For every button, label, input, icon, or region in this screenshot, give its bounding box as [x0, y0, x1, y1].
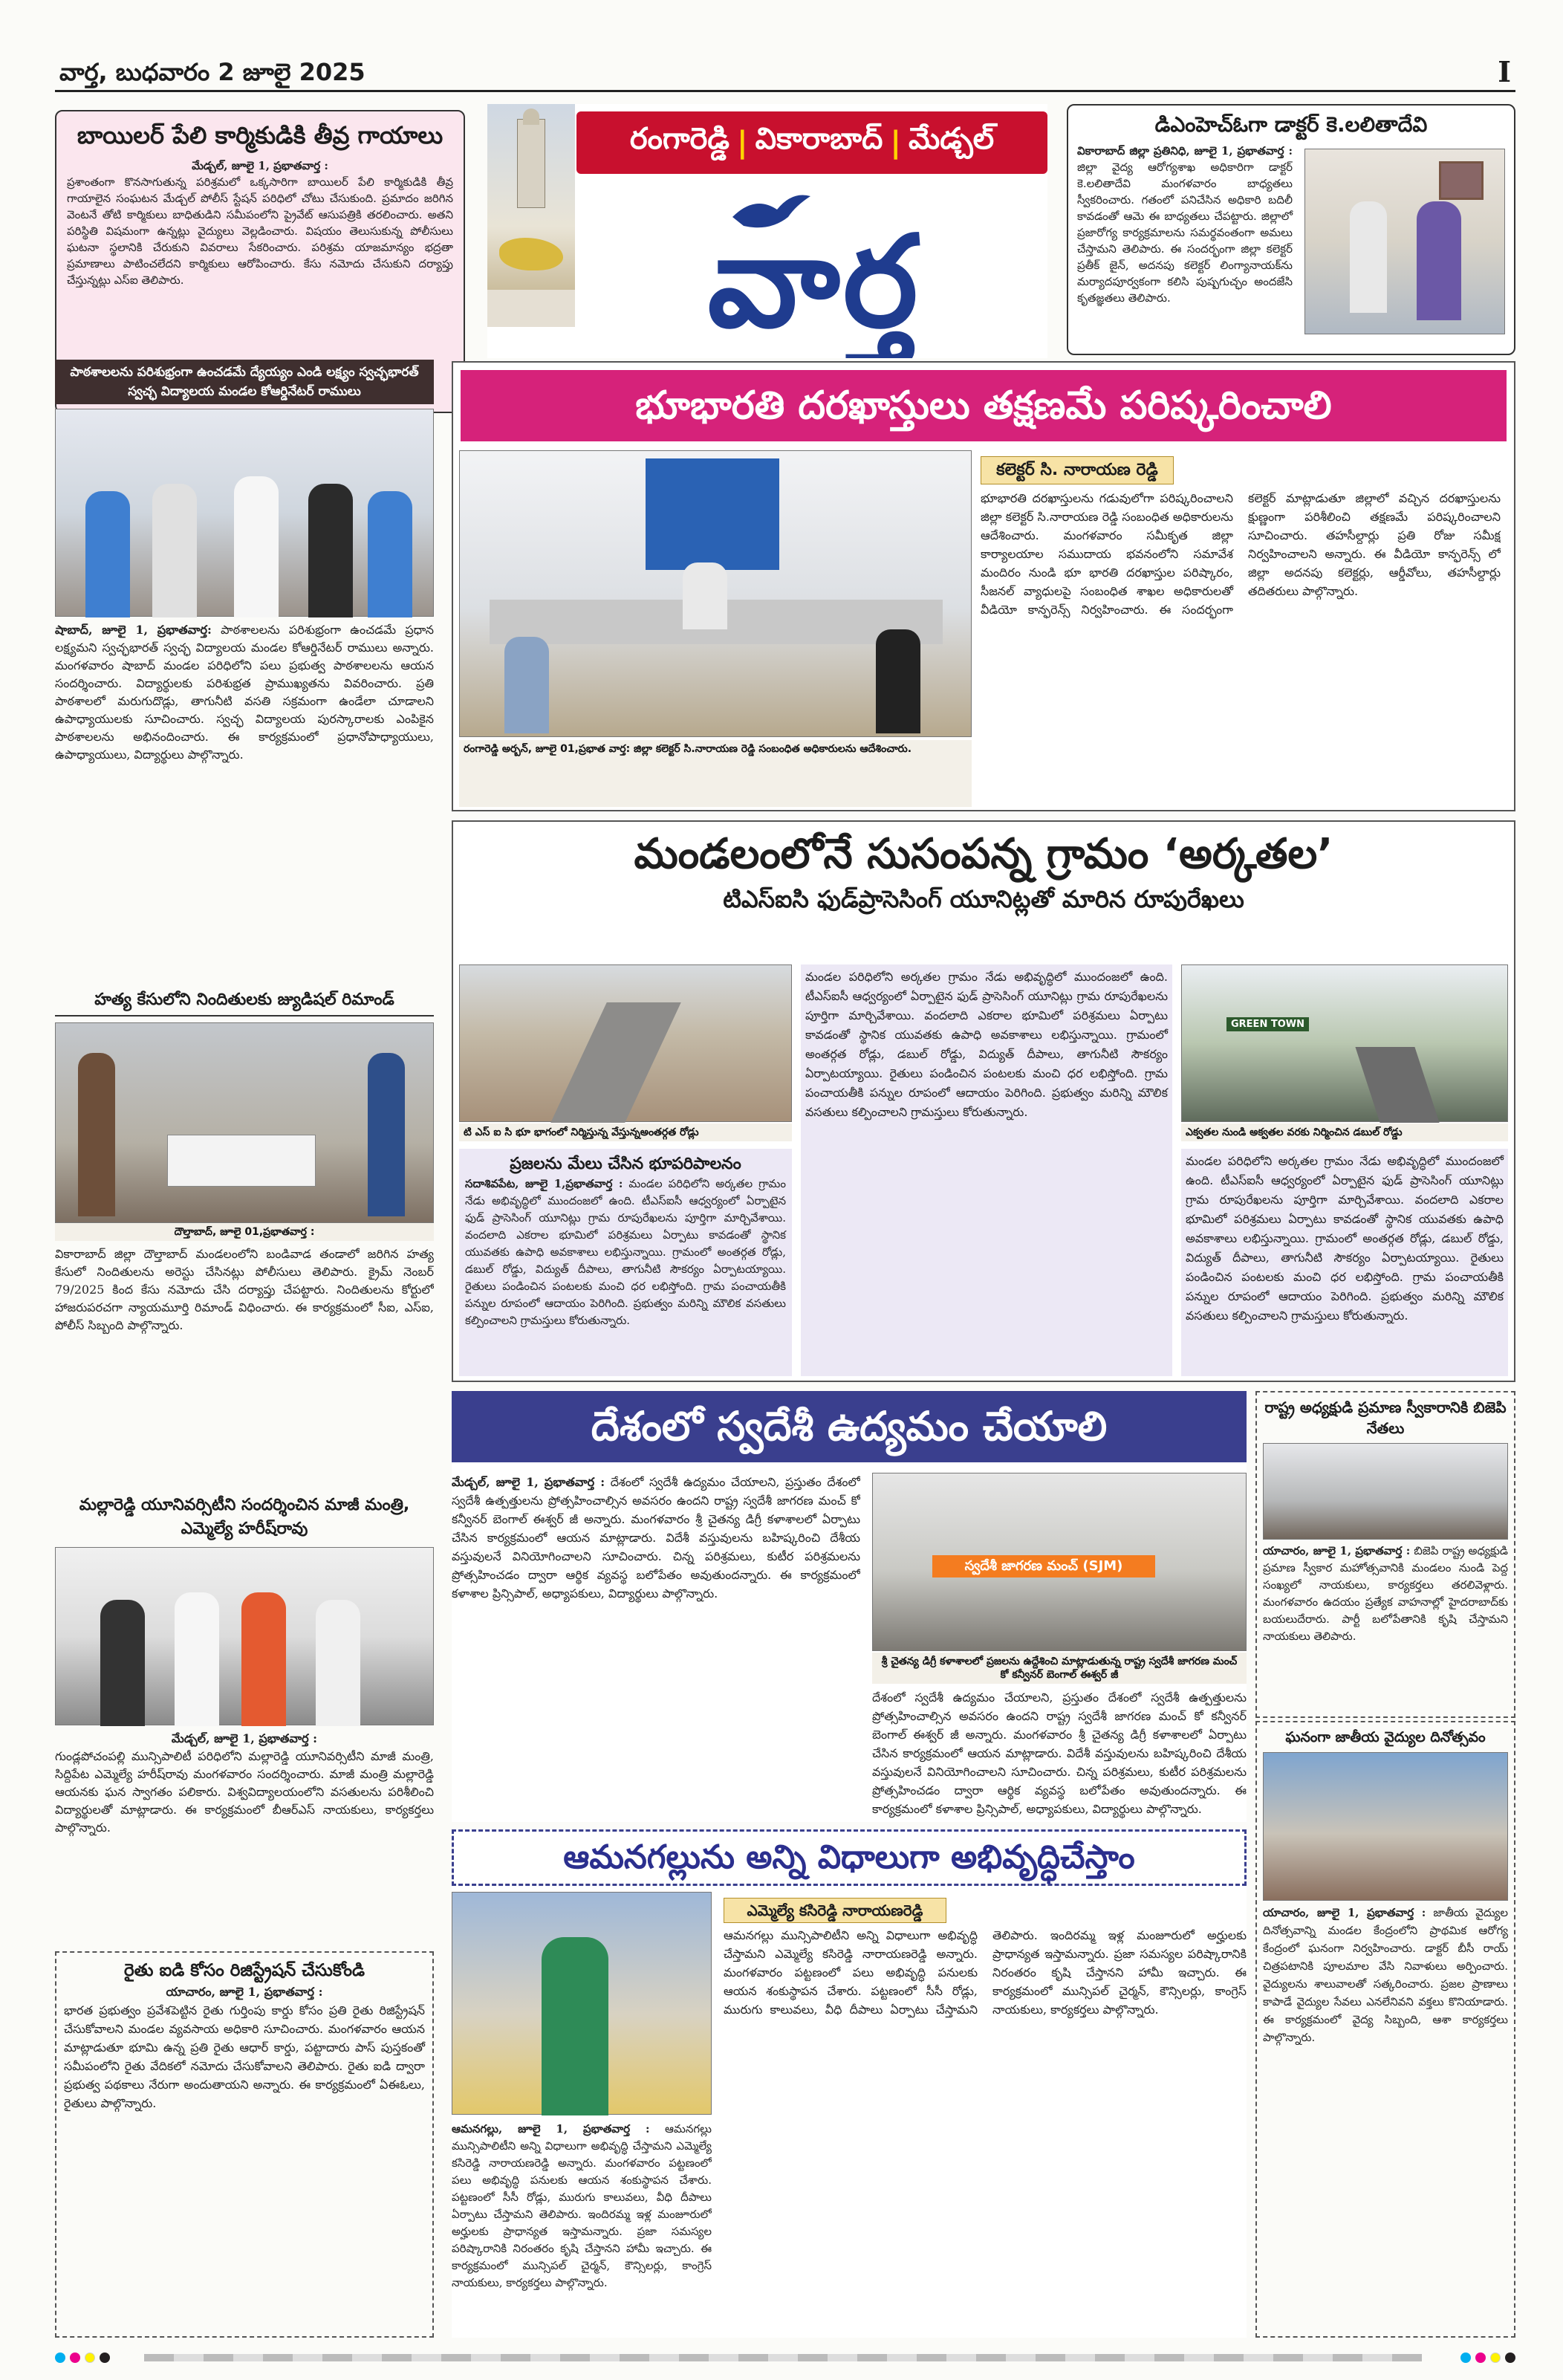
- meeting-photo: [459, 450, 972, 737]
- headline: బాయిలర్ పేలి కార్మికుడికి తీవ్ర గాయాలు: [77, 121, 443, 149]
- registration-dot: [1490, 2353, 1501, 2363]
- caption-right: ఎక్వతల నుండి అక్వతల వరకు నిర్మించిన డబుల్ రోడ్డు: [1181, 1123, 1508, 1141]
- caption-left: టి ఎస్ ఐ సి భూ భాగంలో నిర్మిస్తున్న వేస్తున్నఅంతర్గత రోడ్లు: [459, 1123, 792, 1141]
- headline: ఘనంగా జాతీయ వైద్యుల దినోత్సవం: [1285, 1729, 1486, 1745]
- headline: దేశంలో స్వదేశీ ఉద్యమం చేయాలి: [452, 1391, 1247, 1462]
- story-amangal: [452, 1829, 1247, 2338]
- dateline: మేడ్చల్, జూలై 1, ప్రభాతవార్త :: [171, 1731, 318, 1745]
- registration-bar: [55, 2351, 1515, 2366]
- story-body: దేశంలో స్వదేశీ ఉద్యమం చేయాలని, ప్రస్తుతం దేశంలో స్వదేశీ ఉత్పత్తులను ప్రోత్సహించాల్సిన అవసరం ఉందని రాష్ట్ర స్వదేశీ జాగరణ మంచ్ కో కన్వీనర్ బెంగాల్ ఈశ్వర్ జీ అన్నారు. మంగళవారం శ్రీ చైతన్య డిగ్రీ కళాశాలలో ఏర్పాటు చేసిన కార్యక్రమంలో ఆయన మాట్లాడారు. విదేశీ వస్తువులను బహిష్కరించి దేశీయ వస్తువులనే వినియోగించాలని సూచించారు. చిన్న పరిశ్రమలు, కుటీర పరిశ్రమలను ప్రోత్సహించడం ద్వారా ఆర్థిక వ్యవస్థ బలోపేతం అవుతుందన్నారు. ఈ కార్యక్రమంలో కళాశాల ప్రిన్సిపాల్, అధ్యాపకులు, విద్యార్థులు పాల్గొన్నారు.: [452, 1475, 860, 1601]
- story-body-box: మండల పరిధిలోని అర్కతల గ్రామం నేడు అభివృద్ధిలో ముందంజలో ఉంది. టీఎస్ఐసీ ఆధ్వర్యంలో ఏర్పాటైన ఫుడ్ ప్రాసెసింగ్ యూనిట్లు గ్రామ రూపురేఖలను పూర్తిగా మార్చివేశాయి. వందలాది ఎకరాల భూమిలో పరిశ్రమలు ఏర్పాటు కావడంతో స్థానిక యువతకు ఉపాధి అవకాశాలు లభిస్తున్నాయి. గ్రామంలో అంతర్గత రోడ్లు, డబుల్ రోడ్డు, విద్యుత్ దీపాలు, తాగునీటి సౌకర్యం ఏర్పాటయ్యాయి. రైతులు పండించిన పంటలకు మంచి ధర లభిస్తోంది. గ్రామ పంచాయతీకి పన్నుల రూపంలో ఆదాయం పెరిగింది. ప్రభుత్వం మరిన్ని మౌలిక వసతులు కల్పించాలని గ్రామస్తులు కోరుతున్నారు.: [465, 1177, 786, 1327]
- story-body-right: దేశంలో స్వదేశీ ఉద్యమం చేయాలని, ప్రస్తుతం దేశంలో స్వదేశీ ఉత్పత్తులను ప్రోత్సహించాల్సిన అవసరం ఉందని రాష్ట్ర స్వదేశీ జాగరణ మంచ్ కో కన్వీనర్ బెంగాల్ ఈశ్వర్ జీ అన్నారు. మంగళవారం శ్రీ చైతన్య డిగ్రీ కళాశాలలో ఏర్పాటు చేసిన కార్యక్రమంలో ఆయన మాట్లాడారు. విదేశీ వస్తువులను బహిష్కరించి దేశీయ వస్తువులనే వినియోగించాలని సూచించారు. చిన్న పరిశ్రమలు, కుటీర పరిశ్రమలను ప్రోత్సహించడం ద్వారా ఆర్థిక వ్యవస్థ బలోపేతం అవుతుందన్నారు. ఈ కార్యక్రమంలో కళాశాల ప్రిన్సిపాల్, అధ్యాపకులు, విద్యార్థులు పాల్గొన్నారు.: [872, 1690, 1247, 1816]
- district-medchal: మేడ్చల్: [908, 122, 995, 156]
- registration-dot: [55, 2353, 65, 2363]
- story-doctors: [1255, 1721, 1515, 2338]
- story-body: ప్రశాంతంగా కొనసాగుతున్న పరిశ్రమలో ఒక్కసారిగా బాయిలర్ పేలి కార్మికుడికి తీవ్ర గాయాలైన సంఘటన మేడ్చల్ పోలీస్ స్టేషన్ పరిధిలో చోటు చేసుకుంది. ప్రమాదం జరిగిన వెంటనే తోటి కార్మికులు బాధితుడిని సమీపంలోని ప్రైవేట్ ఆసుపత్రికి తరలించారు. అతని పరిస్థితి విషమంగా ఉన్నట్లు వైద్యులు వెల్లడించారు. విషయం తెలుసుకున్న పోలీసులు ఘటనా స్థలానికి చేరుకుని వివరాలు సేకరించారు. పరిశ్రమ యాజమాన్యం భద్రతా ప్రమాణాలు పాటించలేదని కార్మికులు ఆరోపించారు. కేసు నమోదు చేసుకుని దర్యాప్తు చేస్తున్నట్లు ఎస్ఐ తెలిపారు.: [67, 175, 453, 287]
- headline: మల్లారెడ్డి యూనివర్సిటీని సందర్శించిన మాజీ మంత్రి, ఎమ్మెల్యే హరీష్‌రావు: [79, 1496, 410, 1538]
- headline: హత్య కేసులోని నిందితులకు జ్యుడిషల్ రిమాండ్: [55, 988, 434, 1016]
- doctors-photo: [1263, 1752, 1508, 1901]
- dateline: మేడ్చల్, జూలై 1, ప్రభాతవార్త :: [452, 1475, 605, 1489]
- headline: ఆమనగల్లును అన్ని విధాలుగా అభివృద్ధిచేస్తాం: [452, 1829, 1247, 1886]
- dateline: యాచారం, జూలై 1, ప్రభాతవార్త :: [166, 1985, 323, 1999]
- headline: రాష్ట్ర అధ్యక్షుడి ప్రమాణ స్వీకారానికి బిజెపి నేతలు: [1264, 1398, 1507, 1437]
- story-swadeshi: [452, 1391, 1247, 1822]
- schools-photo: [55, 409, 434, 617]
- story-body-columns: ఆమనగల్లు మున్సిపాలిటీని అన్ని విధాలుగా అభివృద్ధి చేస్తామని ఎమ్మెల్యే కసిరెడ్డి నారాయణరెడ్డి అన్నారు. మంగళవారం పట్టణంలో పలు అభివృద్ధి పనులకు ఆయన శంకుస్థాపన చేశారు. పట్టణంలో సీసీ రోడ్లు, మురుగు కాలువలు, వీధి దీపాలు ఏర్పాటు చేస్తామని తెలిపారు. ఇందిరమ్మ ఇళ్ల మంజూరులో అర్హులకు ప్రాధాన్యత ఇస్తామన్నారు. ప్రజా సమస్యల పరిష్కారానికి నిరంతరం కృషి చేస్తానని హామీ ఇచ్చారు. ఈ కార్యక్రమంలో మున్సిపల్ చైర్మన్, కౌన్సిలర్లు, కాంగ్రెస్ నాయకులు, కార్యకర్తలు పాల్గొన్నారు.: [724, 1928, 1247, 2017]
- subhead-box: [459, 1149, 792, 1376]
- road-photo-right: [1181, 964, 1508, 1122]
- dateline: యాచారం, జూలై 1, ప్రభాతవార్త :: [1263, 1544, 1411, 1557]
- byline-badge: ఎమ్మెల్యే కసిరెడ్డి నారాయణరెడ్డి: [724, 1898, 946, 1923]
- separator: |: [890, 126, 901, 160]
- masthead: [487, 104, 1047, 358]
- story-body: భూభారతి దరఖాస్తులను గడువులోగా పరిష్కరించాలని జిల్లా కలెక్టర్ సి.నారాయణ రెడ్డి సంబంధిత అధికారులను ఆదేశించారు. మంగళవారం సమీకృత జిల్లా కార్యాలయాల సముదాయ భవనంలోని సమావేశ మందిరం నుండి భూ భారతి దరఖాస్తుల పరిష్కారం, సీజనల్ వ్యాధులపై సంబంధిత శాఖల అధికారులతో వీడియో కాన్ఫరెన్స్ నిర్వహించారు. ఈ సందర్భంగా కలెక్టర్ మాట్లాడుతూ జిల్లాలో వచ్చిన దరఖాస్తులను క్షుణ్ణంగా పరిశీలించి తక్షణమే పరిష్కరించాలని సూచించారు. తహసీల్దార్లు ప్రతి రోజు సమీక్ష నిర్వహించాలని అన్నారు. ఈ వీడియో కాన్ఫరెన్స్ లో జిల్లా అదనపు కలెక్టర్లు, ఆర్డీవోలు, తహసీల్దార్లు తదితరులు పాల్గొన్నారు.: [981, 491, 1501, 617]
- box-heading: ప్రజలను మేలు చేసిన భూపరిపాలనం: [510, 1155, 741, 1173]
- story-body: ఆమనగల్లు మున్సిపాలిటీని అన్ని విధాలుగా అభివృద్ధి చేస్తామని ఎమ్మెల్యే కసిరెడ్డి నారాయణరెడ్డి అన్నారు. మంగళవారం పట్టణంలో పలు అభివృద్ధి పనులకు ఆయన శంకుస్థాపన చేశారు. పట్టణంలో సీసీ రోడ్లు, మురుగు కాలువలు, వీధి దీపాలు ఏర్పాటు చేస్తామని తెలిపారు. ఇందిరమ్మ ఇళ్ల మంజూరులో అర్హులకు ప్రాధాన్యత ఇస్తామన్నారు. ప్రజా సమస్యల పరిష్కారానికి నిరంతరం కృషి చేస్తానని హామీ ఇచ్చారు. ఈ కార్యక్రమంలో మున్సిపల్ చైర్మన్, కౌన్సిలర్లు, కాంగ్రెస్ నాయకులు, కార్యకర్తలు పాల్గొన్నారు.: [452, 2122, 712, 2289]
- story-body: జాతీయ వైద్యుల దినోత్సవాన్ని మండల కేంద్రంలోని ప్రాథమిక ఆరోగ్య కేంద్రంలో ఘనంగా నిర్వహించారు. డాక్టర్ బీసీ రాయ్ చిత్రపటానికి పూలమాల వేసి నివాళులు అర్పించారు. వైద్యులను శాలువాలతో సత్కరించారు. ప్రజల ప్రాణాలు కాపాడే వైద్యుల సేవలు ఎనలేనివని వక్తలు కొనియాడారు. ఈ కార్యక్రమంలో వైద్య సిబ్బంది, ఆశా కార్యకర్తలు పాల్గొన్నారు.: [1263, 1906, 1508, 2044]
- green-town-sign: GREEN TOWN: [1226, 1017, 1309, 1031]
- byline-badge: కలెక్టర్ సి. నారాయణ రెడ్డి: [981, 456, 1174, 484]
- dateline: యాచారం, జూలై 1, ప్రభాతవార్త :: [1263, 1906, 1426, 1919]
- district-bar: [576, 111, 1047, 174]
- dateline: ఆమనగల్లు, జూలై 1, ప్రభాతవార్త :: [452, 2122, 650, 2136]
- story-dmho: [1067, 104, 1515, 355]
- headline: పాఠశాలలను పరిశుభ్రంగా ఉంచడమే ద్యేయ్యం ఎండి లక్ష్యం స్వచ్ఛభారత్ స్వచ్ఛ విద్యాలయ మండల కోఆర్డినేటర్ రాములు: [55, 360, 434, 404]
- gray-strip: [144, 2354, 1422, 2361]
- sjm-banner: స్వదేశీ జాగరణ మంచ్ (SJM): [932, 1555, 1155, 1578]
- amangal-photo: [452, 1892, 712, 2115]
- story-body-right: మండల పరిధిలోని అర్కతల గ్రామం నేడు అభివృద్ధిలో ముందంజలో ఉంది. టీఎస్ఐసీ ఆధ్వర్యంలో ఏర్పాటైన ఫుడ్ ప్రాసెసింగ్ యూనిట్లు గ్రామ రూపురేఖలను పూర్తిగా మార్చివేశాయి. వందలాది ఎకరాల భూమిలో పరిశ్రమలు ఏర్పాటు కావడంతో స్థానిక యువతకు ఉపాధి అవకాశాలు లభిస్తున్నాయి. గ్రామంలో అంతర్గత రోడ్లు, డబుల్ రోడ్డు, విద్యుత్ దీపాలు, తాగునీటి సౌకర్యం ఏర్పాటయ్యాయి. రైతులు పండించిన పంటలకు మంచి ధర లభిస్తోంది. గ్రామ పంచాయతీకి పన్నుల రూపంలో ఆదాయం పెరిగింది. ప్రభుత్వం మరిన్ని మౌలిక వసతులు కల్పించాలని గ్రామస్తులు కోరుతున్నారు.: [1181, 1149, 1508, 1376]
- district-rangareddy: రంగారెడ్డి: [629, 122, 730, 156]
- story-murder: [55, 988, 434, 1501]
- color-dots-left: [55, 2353, 110, 2363]
- story-body: బిజెపి రాష్ట్ర అధ్యక్షుడి ప్రమాణ స్వీకార మహోత్సవానికి మండలం నుండి పెద్ద సంఖ్యలో నాయకులు, కార్యకర్తలు తరలివెళ్లారు. మంగళవారం ఉదయం ప్రత్యేక వాహనాల్లో హైదరాబాద్‌కు బయలుదేరారు. పార్టీ బలోపేతానికి కృషి చేస్తామని నాయకులు తెలిపారు.: [1263, 1544, 1508, 1643]
- swadeshi-photo: [872, 1473, 1247, 1651]
- dateline: సదాశివపేట, జూలై 1,ప్రభాతవార్త :: [465, 1177, 623, 1190]
- story-farmer-id: [55, 1951, 434, 2338]
- bjp-photo: [1263, 1443, 1508, 1540]
- story-body: భారత ప్రభుత్వం ప్రవేశపెట్టిన రైతు గుర్తింపు కార్డు కోసం ప్రతి రైతు రిజిస్ట్రేషన్ చేసుకోవాలని మండల వ్యవసాయ అధికారి సూచించారు. మంగళవారం ఆయన మాట్లాడుతూ భూమి ఉన్న ప్రతి రైతు ఆధార్ కార్డు, పట్టాదారు పాస్ పుస్తకంతో సమీపంలోని రైతు వేదికలో నమోదు చేసుకోవాలని తెలిపారు. రైతు ఐడి ద్వారా ప్రభుత్వ పథకాలు నేరుగా అందుతాయని అన్నారు. ఈ కార్యక్రమంలో ఏఈఓలు, రైతులు పాల్గొన్నారు.: [64, 2003, 425, 2110]
- registration-dot: [70, 2353, 80, 2363]
- headline: డిఎంహెచ్ఓగా డాక్టర్ కె.లలితాదేవి: [1154, 112, 1428, 137]
- headline: భూభారతి దరఖాస్తులు తక్షణమే పరిష్కరించాలి: [461, 370, 1507, 441]
- folio-bar: [55, 52, 1515, 92]
- story-harish: [55, 1494, 434, 1947]
- color-dots-right: [1460, 2353, 1515, 2363]
- registration-dot: [1505, 2353, 1515, 2363]
- registration-dot: [85, 2353, 95, 2363]
- temple-illustration: [487, 104, 575, 327]
- registration-dot: [100, 2353, 110, 2363]
- dateline: షాబాద్, జూలై 1, ప్రభాతవార్త:: [55, 623, 212, 637]
- story-body: పాఠశాలలను పరిశుభ్రంగా ఉంచడమే ప్రధాన లక్ష్యమని స్వచ్ఛభారత్ స్వచ్ఛ విద్యాలయ మండల కోఆర్డినేటర్ రాములు అన్నారు. మంగళవారం షాబాద్ మండల పరిధిలోని పలు ప్రభుత్వ పాఠశాలలను ఆయన సందర్శించారు. విద్యార్థులకు పరిశుభ్రత ప్రాముఖ్యతను వివరించారు. ప్రతి పాఠశాలలో మరుగుదొడ్లు, తాగునీటి వసతి సక్రమంగా ఉండేలా చూడాలని ఉపాధ్యాయులకు సూచించారు. స్వచ్ఛ విద్యాలయ పురస్కారాలకు ఎంపికైన పాఠశాలలను అభినందించారు. ఈ కార్యక్రమంలో ప్రధానోపాధ్యాయులు, ఉపాధ్యాయులు, విద్యార్థులు పాల్గొన్నారు.: [55, 623, 434, 762]
- story-bhubharathi: [452, 361, 1515, 811]
- separator: |: [737, 126, 748, 160]
- page-number: I: [1498, 55, 1511, 88]
- photo-caption: దౌల్తాబాద్, జూలై 01,ప్రభాతవార్త :: [55, 1223, 434, 1241]
- dmho-photo: [1304, 149, 1505, 334]
- story-arkatala: [452, 820, 1515, 1382]
- registration-dot: [1475, 2353, 1486, 2363]
- district-vikarabad: వికారాబాద్: [755, 122, 883, 156]
- story-body: మండల పరిధిలోని అర్కతల గ్రామం నేడు అభివృద్ధిలో ముందంజలో ఉంది. టీఎస్ఐసీ ఆధ్వర్యంలో ఏర్పాటైన ఫుడ్ ప్రాసెసింగ్ యూనిట్లు గ్రామ రూపురేఖలను పూర్తిగా మార్చివేశాయి. వందలాది ఎకరాల భూమిలో పరిశ్రమలు ఏర్పాటు కావడంతో స్థానిక యువతకు ఉపాధి అవకాశాలు లభిస్తున్నాయి. గ్రామంలో అంతర్గత రోడ్లు, డబుల్ రోడ్డు, విద్యుత్ దీపాలు, తాగునీటి సౌకర్యం ఏర్పాటయ్యాయి. రైతులు పండించిన పంటలకు మంచి ధర లభిస్తోంది. గ్రామ పంచాయతీకి పన్నుల రూపంలో ఆదాయం పెరిగింది. ప్రభుత్వం మరిన్ని మౌలిక వసతులు కల్పించాలని గ్రామస్తులు కోరుతున్నారు.: [801, 964, 1172, 1376]
- story-bjp: [1255, 1391, 1515, 1718]
- dateline: మేడ్చల్, జూలై 1, ప్రభాతవార్త :: [192, 159, 328, 172]
- photo-caption: శ్రీ చైతన్య డిగ్రీ కళాశాలలో ప్రజలను ఉద్దేశించి మాట్లాడుతున్న రాష్ట్ర స్వదేశీ జాగరణ మంచ్ కో కన్వీనర్ బెంగాల్ ఈశ్వర్ జీ: [872, 1653, 1247, 1684]
- registration-dot: [1460, 2353, 1471, 2363]
- dateline: వికారాబాద్ జిల్లా ప్రతినిధి, జూలై 1, ప్రభాతవార్త :: [1077, 144, 1293, 158]
- headline: రైతు ఐడి కోసం రిజిస్ట్రేషన్ చేసుకోండి: [123, 1961, 365, 1980]
- road-photo-left: [459, 964, 792, 1122]
- story-body: జిల్లా వైద్య ఆరోగ్యశాఖ అధికారిగా డాక్టర్ కె.లలితాదేవి మంగళవారం బాధ్యతలు స్వీకరించారు. గతంలో పనిచేసిన అధికారి బదిలీ కావడంతో ఆమె ఈ బాధ్యతలు చేపట్టారు. జిల్లాలో ప్రజారోగ్య కార్యక్రమాలను సమర్థవంతంగా అమలు చేస్తామని తెలిపారు. ఈ సందర్భంగా జిల్లా కలెక్టర్ ప్రతీక్ జైన్, అదనపు కలెక్టర్ లింగ్యానాయక్‌ను మర్యాదపూర్వకంగా కలిసి పుష్పగుచ్ఛం అందజేసి కృతజ్ఞతలు తెలిపారు.: [1077, 160, 1293, 305]
- headline: మండలంలోనే సుసంపన్న గ్రామం ‘అర్కతల’: [634, 830, 1333, 878]
- harish-photo: [55, 1547, 434, 1725]
- photo-caption: రంగారెడ్డి అర్బన్, జూలై 01,ప్రభాత వార్త: జిల్లా కలెక్టర్ సి.నారాయణ రెడ్డి సంబంధిత అధికారులను ఆదేశించారు.: [459, 740, 972, 807]
- subhead: టిఎస్ఐసి ఫుడ్‌ప్రాసెసింగ్ యూనిట్లతో మారిన రూపురేఖలు: [723, 885, 1244, 913]
- story-body: గుండ్లపోచంపల్లి మున్సిపాలిటీ పరిధిలోని మల్లారెడ్డి యూనివర్సిటీని మాజీ మంత్రి, సిద్దిపేట ఎమ్మెల్యే హరీష్‌రావు మంగళవారం సందర్శించారు. మాజీ మంత్రి మల్లారెడ్డి ఆయనకు ఘన స్వాగతం పలికారు. విశ్వవిద్యాలయంలోని వసతులను పరిశీలించి విద్యార్థులతో మాట్లాడారు. ఈ కార్యక్రమంలో బీఆర్ఎస్ నాయకులు, కార్యకర్తలు పాల్గొన్నారు.: [55, 1749, 434, 1835]
- murder-photo: [55, 1022, 434, 1223]
- folio-text: వార్త, బుధవారం 2 జూలై 2025: [59, 58, 365, 86]
- story-body: వికారాబాద్ జిల్లా దౌల్తాబాద్ మండలంలోని బండివాడ తండాలో జరిగిన హత్య కేసులో నిందితులను అరెస్టు చేసినట్లు పోలీసులు తెలిపారు. క్రైమ్ నెంబర్ 79/2025 కింద కేసు నమోదు చేసి దర్యాప్తు చేపట్టారు. నిందితులను కోర్టులో హాజరుపరచగా న్యాయమూర్తి రిమాండ్ విధించారు. ఈ కార్యక్రమంలో సీఐ, ఎస్ఐ, పోలీస్ సిబ్బంది పాల్గొన్నారు.: [55, 1247, 434, 1332]
- story-schools: [55, 360, 434, 980]
- masthead-logo: వార్త: [707, 209, 921, 356]
